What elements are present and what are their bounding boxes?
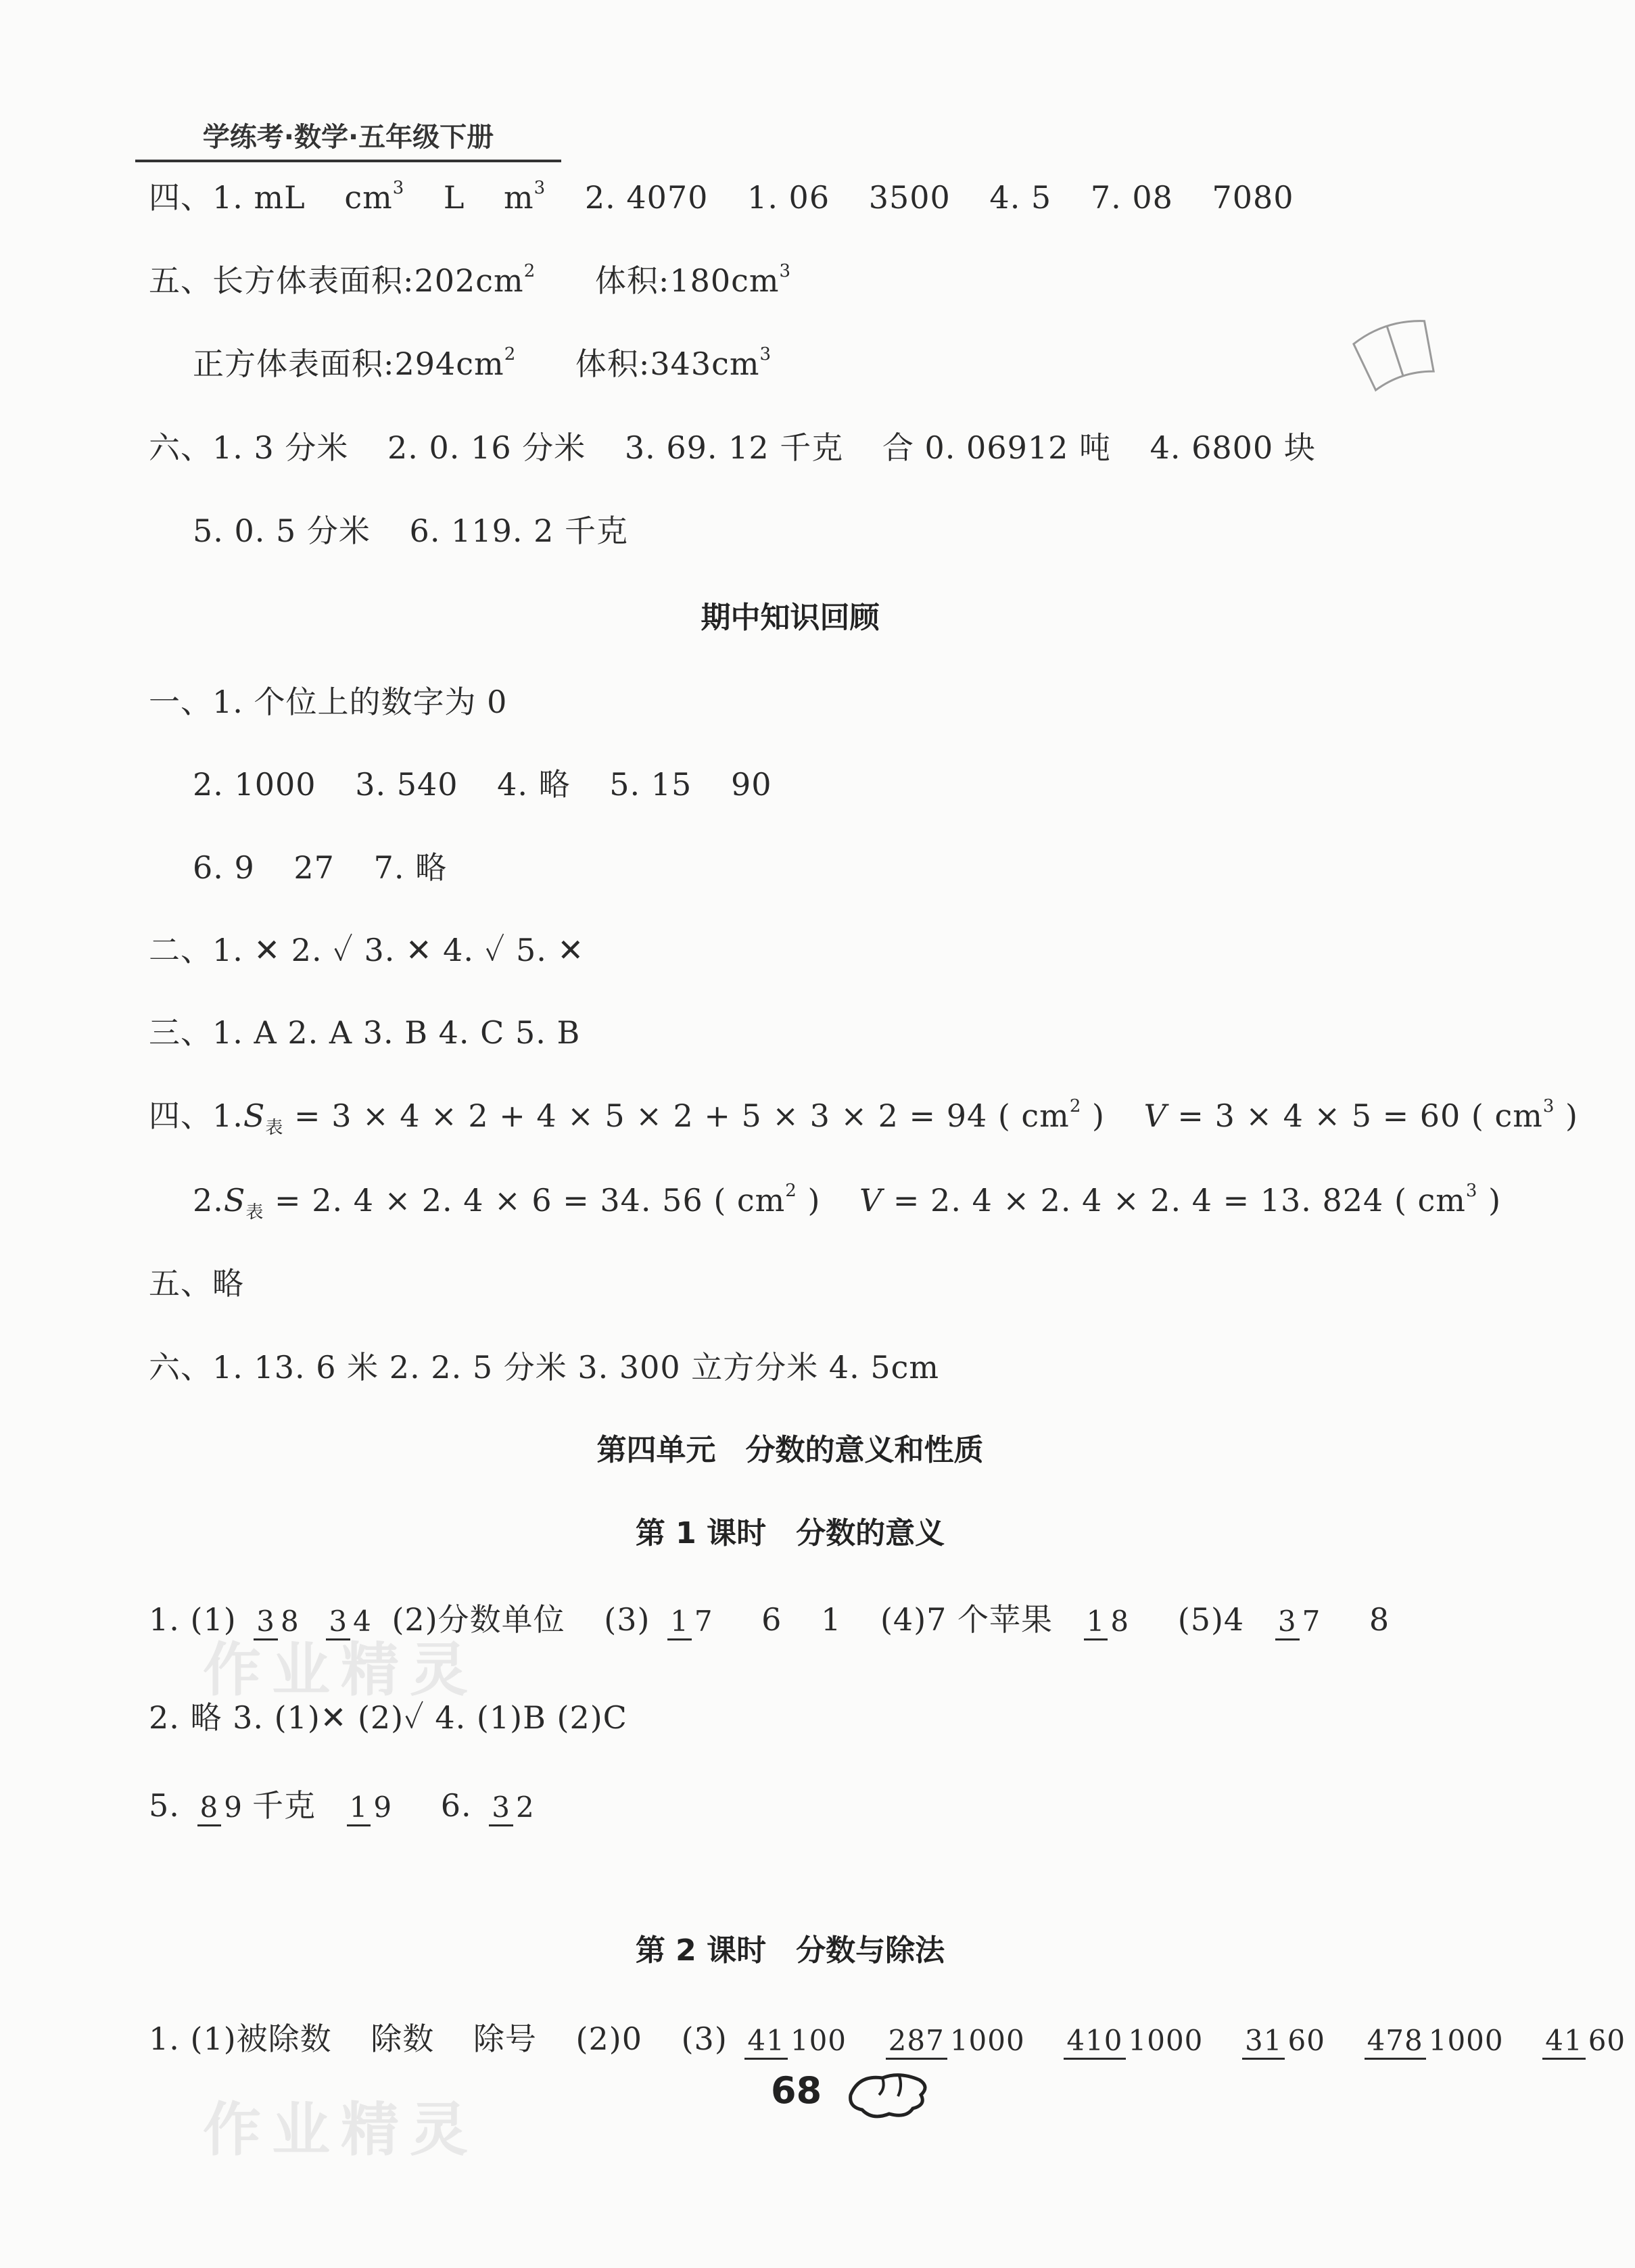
answer-text: 六、1. 3 分米 bbox=[149, 429, 349, 466]
answer-text: 五、长方体表面积$:202cm^2$ bbox=[149, 261, 536, 299]
answer-line-6b bbox=[193, 511, 628, 551]
answer-line-l2q1 bbox=[149, 2018, 1635, 2060]
answer-text: V = 3 × 4 × 5 = 60 ( $cm^3$ ) bbox=[1143, 1096, 1578, 1134]
fraction: 478 1000 bbox=[1365, 2024, 1507, 2060]
answer-text: 5. bbox=[149, 1787, 180, 1824]
answer-text: 6. 9 bbox=[193, 849, 255, 886]
answer-text: 6. bbox=[440, 1787, 472, 1824]
answer-text: 1. (1)被除数 bbox=[149, 2021, 332, 2057]
answer-line-m5: 五、略 bbox=[149, 1265, 244, 1302]
answer-text: 3500 bbox=[868, 179, 951, 216]
answer-text: 体积$:180cm^3$ bbox=[594, 261, 792, 299]
answer-line-m1b bbox=[193, 764, 772, 805]
answer-text: (3) bbox=[681, 2021, 728, 2057]
fraction: 1 9 bbox=[347, 1791, 395, 1826]
answer-text: 5. 15 bbox=[609, 766, 692, 803]
answer-text: 27 bbox=[293, 849, 335, 886]
page-number: 68 bbox=[771, 2069, 822, 2112]
answer-line-m6: 六、1. 13. 6 米 2. 2. 5 分米 3. 300 立方分米 4. 5cm bbox=[149, 1349, 940, 1386]
fraction: 287 1000 bbox=[886, 2024, 1028, 2060]
answer-text: 2. 1000 bbox=[193, 766, 316, 803]
section-heading-lesson2: 第 2 课时 分数与除法 bbox=[635, 1933, 945, 1968]
surface-area-symbol: S bbox=[243, 1097, 266, 1134]
answer-text: 8 bbox=[1369, 1601, 1390, 1638]
answer-text: 2. bbox=[193, 1182, 224, 1219]
mascot-hand-icon bbox=[845, 2068, 933, 2122]
answer-text: 正方体表面积$:294cm^2$ bbox=[193, 344, 517, 382]
answer-text: (5)4 bbox=[1177, 1601, 1245, 1638]
answer-text: (4)7 个苹果 bbox=[880, 1601, 1053, 1638]
section-heading-unit4: 第四单元 分数的意义和性质 bbox=[596, 1433, 984, 1467]
fraction: 3 4 bbox=[326, 1605, 374, 1640]
fraction: 3 8 bbox=[254, 1605, 302, 1640]
answer-line-l1q2: 2. 略 3. (1)✕ (2)✓ 4. (1)B (2)C bbox=[149, 1699, 627, 1736]
fraction: 8 9 bbox=[197, 1791, 245, 1826]
answer-text: 5. 0. 5 分米 bbox=[193, 513, 371, 549]
answer-text: 6. 119. 2 千克 bbox=[409, 513, 628, 549]
answer-line-m1a: 一、1. 个位上的数字为 0 bbox=[149, 684, 508, 720]
answer-text: = 2. 4 × 2. 4 × 6 = 34. 56 ( $cm^2$ ) bbox=[275, 1181, 821, 1219]
answer-text: = 3 × 4 × 2 + 4 × 5 × 2 + 5 × 3 × 2 = 94 ( $cm^2$ ) bbox=[294, 1096, 1105, 1134]
answer-text: 1. 06 bbox=[747, 179, 830, 216]
book-stamp-icon bbox=[1346, 304, 1447, 406]
fraction: 41 100 bbox=[744, 2024, 849, 2060]
fraction: 1 7 bbox=[667, 1605, 715, 1640]
answer-text: 4. 5 bbox=[989, 179, 1052, 216]
answer-text: 1. (1) bbox=[149, 1601, 237, 1638]
answer-text: 1 bbox=[821, 1601, 842, 1638]
fraction: 3 7 bbox=[1275, 1605, 1323, 1640]
answer-line-6a bbox=[149, 427, 1316, 468]
fraction: 31 60 bbox=[1242, 2024, 1328, 2060]
answer-text: 7. 08 bbox=[1090, 179, 1173, 216]
answer-text: (2)0 bbox=[575, 2021, 642, 2057]
section-heading-lesson1: 第 1 课时 分数的意义 bbox=[635, 1516, 945, 1551]
answer-text: 2. 4070 bbox=[584, 179, 709, 216]
answer-text: (3) bbox=[604, 1601, 650, 1638]
answer-text: 7. 略 bbox=[373, 849, 448, 886]
running-header: 学练考·数学·五年级下册 bbox=[135, 118, 561, 162]
answer-text: 除数 bbox=[371, 2021, 435, 2057]
answer-text: $m^3$ bbox=[504, 178, 546, 216]
answer-text: $cm^3$ bbox=[344, 178, 405, 216]
answer-text: 4. 略 bbox=[497, 766, 571, 803]
answer-text: 3. 69. 12 千克 bbox=[624, 429, 844, 466]
answer-line-4 bbox=[149, 177, 1294, 218]
fraction: 410 1000 bbox=[1064, 2024, 1206, 2060]
answer-line-5b bbox=[193, 344, 772, 384]
answer-text: L bbox=[443, 179, 465, 216]
fraction: 41 60 bbox=[1542, 2024, 1628, 2060]
answer-text: 千克 bbox=[252, 1787, 316, 1824]
answer-text: 4. 6800 块 bbox=[1150, 429, 1316, 466]
answer-text: 3. 540 bbox=[355, 766, 458, 803]
answer-text: 7080 bbox=[1212, 179, 1294, 216]
answer-line-m4a: 四、$1.S_表 = 3 \times 4 \times 2 + 4 \times 5 \times 2 + 5 \times 3 \times 2 = 94$ ( $cm^2$ ) V = 3 × 4 × 5 = 60 ( $cm^3$ ) bbox=[149, 1096, 1578, 1138]
answer-line-l1q5 bbox=[149, 1785, 544, 1826]
fraction: 1 8 bbox=[1084, 1605, 1132, 1640]
section-heading-midterm: 期中知识回顾 bbox=[701, 600, 880, 635]
answer-text: 四、1. bbox=[149, 1097, 243, 1134]
surface-area-symbol: S bbox=[223, 1182, 246, 1219]
answer-text: 6 bbox=[761, 1601, 782, 1638]
watermark: 作业精灵 bbox=[203, 2096, 479, 2164]
answer-text: V = 2. 4 × 2. 4 × 2. 4 = 13. 824 ( $cm^3$ ) bbox=[859, 1181, 1502, 1219]
answer-text: 除号 bbox=[473, 2021, 537, 2057]
answer-line-m1c bbox=[193, 847, 447, 888]
answer-line-m2: 二、1. ✕ 2. ✓ 3. ✕ 4. ✓ 5. ✕ bbox=[149, 932, 585, 968]
answer-text: (2)分数单位 bbox=[392, 1601, 565, 1638]
answer-line-m3: 三、1. A 2. A 3. B 4. C 5. B bbox=[149, 1014, 581, 1051]
answer-text: 90 bbox=[730, 766, 772, 803]
answer-text: 2. 0. 16 分米 bbox=[387, 429, 586, 466]
watermark: 作业精灵 bbox=[203, 1636, 479, 1704]
answer-line-m4b: $2.S_表 = 2$. 4 × 2. 4 × 6 = 34. 56 ( $cm^2$ ) V = 2. 4 × 2. 4 × 2. 4 = 13. 824 ( $cm^3$ ) bbox=[193, 1181, 1502, 1223]
answer-line-5a bbox=[149, 260, 791, 301]
answer-text: 合 0. 06912 吨 bbox=[882, 429, 1112, 466]
answer-text: 四、1. mL bbox=[149, 179, 306, 216]
answer-text: 体积$:343cm^3$ bbox=[575, 344, 772, 382]
fraction: 3 2 bbox=[489, 1791, 537, 1826]
